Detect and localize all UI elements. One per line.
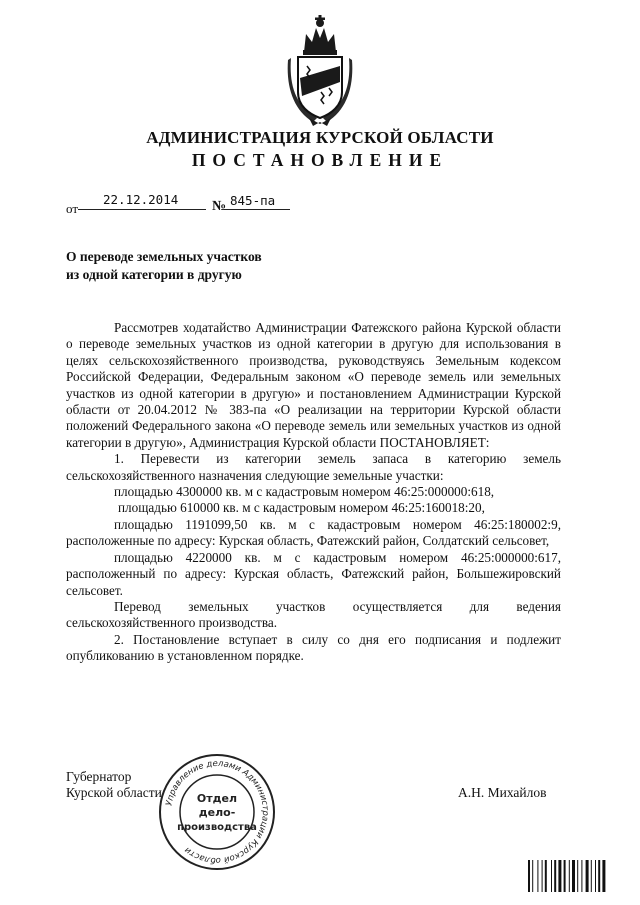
barcode-icon	[528, 860, 626, 892]
barcode-bar	[602, 860, 605, 892]
purpose-paragraph: Перевод земельных участков осуществляется для ведения сельскохозяйственного производства.	[66, 598, 561, 631]
barcode-bar	[591, 860, 592, 892]
stamp-center-line-1: Отдел	[196, 792, 238, 805]
plot-4-paragraph: площадью 4220000 кв. м с кадастровым номером 46:25:000000:617, расположенный по адресу: Курская область, Фатежский район, Большежировский сельсовет.	[66, 549, 561, 598]
stamp-ring-text: Управление делами Администрации Курской области	[164, 758, 271, 866]
number-underline	[224, 209, 290, 210]
document-type-title: ПОСТАНОВЛЕНИЕ	[191, 150, 449, 170]
number-sign: №	[212, 199, 227, 214]
plot-2-line: площадью 610000 кв. м с кадастровым номером 46:25:160018:20,	[118, 500, 485, 516]
barcode-bar	[577, 860, 578, 892]
barcode-bar	[569, 860, 570, 892]
intro-paragraph: Рассмотрев ходатайство Администрации Фатежского района Курской области о переводе земельных участков из одной категории в другую для использования в целях сельскохозяйственного производства, руководствуясь Земельным кодексом Российской Федерации, Федеральным законом «О переводе земель или земельных участков из одной категории в другую» и постановлением Администрации Курской области от 20.04.2012 № 383-па «О реализации на территории Курской области положений Федерального закона «О переводе земель или земельных участков из одной категории в другую», Администрация Курской области ПОСТАНОВЛЯЕТ:	[66, 320, 561, 450]
subject-line-1: О переводе земельных участков	[66, 249, 262, 264]
document-body	[66, 320, 561, 665]
barcode-bar	[586, 860, 589, 892]
barcode-bar	[528, 860, 530, 892]
document-number: 845-па	[230, 193, 276, 208]
signatory-title-line-2: Курской области	[66, 785, 162, 800]
plot-3-paragraph: площадью 1191099,50 кв. м с кадастровым номером 46:25:180002:9, расположенные по адресу: Курская область, Фатежский район, Солдатский сельсовет,	[66, 516, 561, 549]
signatory-name: А.Н. Михайлов	[458, 785, 547, 800]
barcode-bar	[572, 860, 575, 892]
subject-line-2: из одной категории в другую	[66, 267, 242, 282]
document-subject	[66, 248, 262, 284]
office-stamp-icon	[157, 752, 277, 872]
barcode-bar	[537, 860, 538, 892]
date-underline	[78, 209, 206, 210]
barcode-bar	[564, 860, 566, 892]
barcode-bar	[551, 860, 552, 892]
organization-name: АДМИНИСТРАЦИЯ КУРСКОЙ ОБЛАСТИ	[146, 128, 494, 147]
barcode-bar	[558, 860, 561, 892]
barcode-bar	[554, 860, 556, 892]
item-1-paragraph: 1. Перевести из категории земель запаса в категорию земель сельскохозяйственного назначения следующие земельные участки:	[66, 451, 561, 483]
stamp-center-line-3: производства	[177, 822, 257, 833]
date-prefix: от	[66, 201, 79, 216]
barcode-bar	[595, 860, 596, 892]
barcode-bar	[545, 860, 547, 892]
plot-1-line: площадью 4300000 кв. м с кадастровым номером 46:25:000000:618,	[114, 484, 495, 500]
barcode-bar	[598, 860, 600, 892]
stamp-center-line-2: дело-	[198, 806, 236, 819]
barcode-bar	[581, 860, 582, 892]
signatory-title-line-1: Губернатор	[66, 769, 132, 784]
item-2-paragraph: 2. Постановление вступает в силу со дня его подписания и подлежит опубликованию в установленном порядке.	[66, 631, 561, 664]
barcode-bar	[532, 860, 533, 892]
barcode-bar	[542, 860, 543, 892]
signatory-title	[66, 769, 162, 801]
coat-of-arms-icon	[287, 14, 353, 126]
document-date: 22.12.2014	[103, 192, 179, 207]
